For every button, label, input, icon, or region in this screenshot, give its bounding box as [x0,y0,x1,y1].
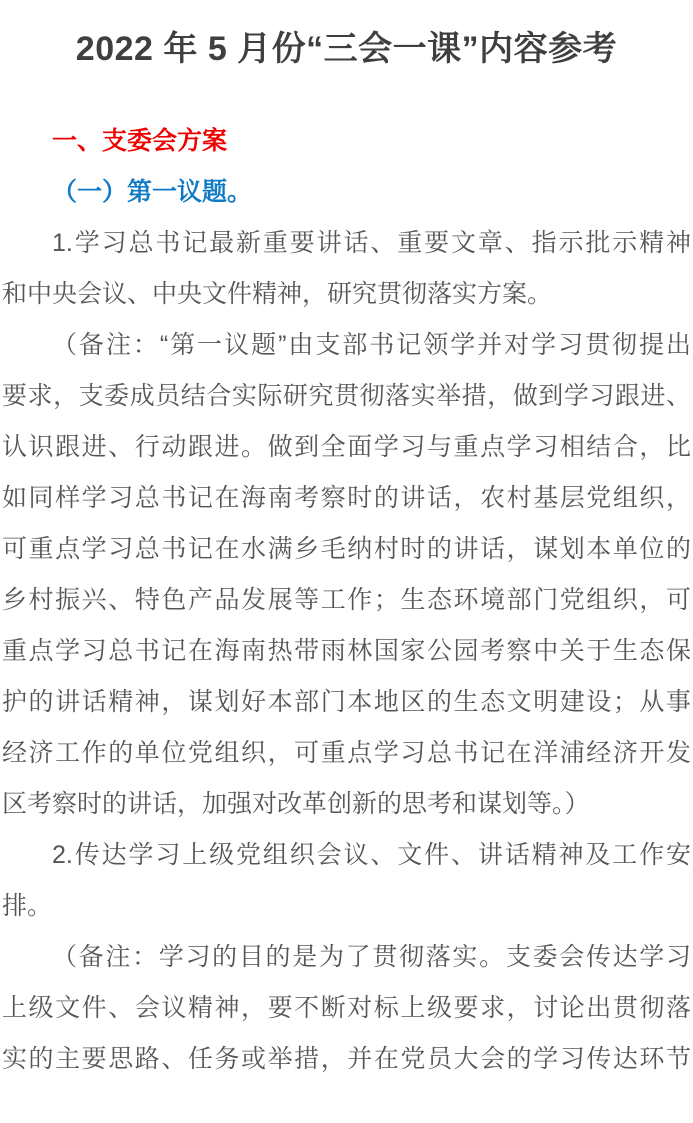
paragraph-2 [2,320,691,830]
paragraph-line: 排。 [2,892,53,920]
paragraph-line: 和中央会议、中央文件精神，研究贯彻落实方案。 [2,280,553,308]
paragraph-line: 要求，支委成员结合实际研究贯彻落实举措，做到学习跟进、 [2,382,691,410]
paragraph-line: 可重点学习总书记在水满乡毛纳村时的讲话，谋划本单位的 [2,535,691,563]
paragraph-line: 区考察时的讲话，加强对改革创新的思考和谋划等。） [2,790,590,818]
paragraph-3 [2,830,691,932]
subsection-heading: （一）第一议题。 [52,178,253,206]
paragraph-line: （备注：学习的目的是为了贯彻落实。支委会传达学习 [52,943,691,971]
paragraph-line: 护的讲话精神，谋划好本部门本地区的生态文明建设；从事 [2,688,691,716]
paragraph-1 [2,218,691,320]
section-heading: 一、支委会方案 [52,127,228,155]
paragraph-line: 1.学习总书记最新重要讲话、重要文章、指示批示精神 [52,229,691,257]
paragraph-line: 重点学习总书记在海南热带雨林国家公园考察中关于生态保 [2,637,691,665]
document-page [0,26,693,1123]
paragraph-line: 经济工作的单位党组织，可重点学习总书记在洋浦经济开发 [2,739,691,767]
paragraph-line: 如同样学习总书记在海南考察时的讲话，农村基层党组织， [2,484,691,512]
paragraph-line: 2.传达学习上级党组织会议、文件、讲话精神及工作安 [52,841,691,869]
paragraph-line: 乡村振兴、特色产品发展等工作；生态环境部门党组织，可 [2,586,691,614]
paragraph-line: 实的主要思路、任务或举措，并在党员大会的学习传达环节 [2,1045,691,1073]
paragraph-4 [2,932,691,1085]
document-title: 2022 年 5 月份“三会一课”内容参考 [75,30,618,68]
paragraph-line: （备注：“第一议题”由支部书记领学并对学习贯彻提出 [52,331,691,359]
paragraph-line: 上级文件、会议精神，要不断对标上级要求，讨论出贯彻落 [2,994,691,1022]
paragraph-line: 认识跟进、行动跟进。做到全面学习与重点学习相结合，比 [2,433,691,461]
